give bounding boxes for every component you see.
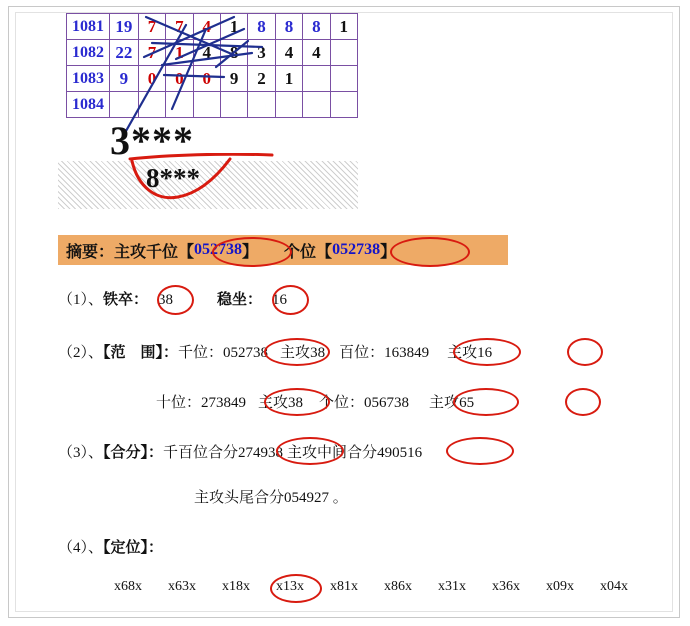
cell: 1 <box>166 40 193 66</box>
line-3-label-3: 个位： <box>319 395 365 411</box>
row-id: 1081 <box>67 14 110 40</box>
cell: 4 <box>303 40 330 66</box>
line-2-label-2: 主攻 <box>280 345 311 361</box>
line-2-value-4: 16 <box>477 345 493 361</box>
cell: 1 <box>275 66 302 92</box>
cell: 7 <box>138 14 165 40</box>
summary-part1-value: 052738 <box>194 241 243 258</box>
summary-part2-close: 】 <box>380 243 397 261</box>
cell: 8 <box>275 14 302 40</box>
line-2-title: 【范 围】： <box>103 345 179 361</box>
line-1-index: （1）、 <box>58 292 104 308</box>
cell: 0 <box>138 66 165 92</box>
summary-part2-value: 052738 <box>332 241 381 258</box>
line-4-value-1: 274938 <box>238 445 284 461</box>
summary-part1-label: 主攻千位【 <box>114 243 195 261</box>
code-item: x13x <box>276 579 304 594</box>
line-3-value-2: 38 <box>288 395 304 411</box>
code-item: x31x <box>438 579 466 594</box>
cell: 9 <box>220 66 247 92</box>
summary-part1-close: 】 <box>242 243 259 261</box>
document-page-frame <box>8 6 680 618</box>
cell: 22 <box>109 40 138 66</box>
cell: 1 <box>220 14 247 40</box>
summary-part2-label: 个位【 <box>284 243 333 261</box>
body-line-5: 主攻头尾合分054927 。 <box>194 490 348 506</box>
cell: 19 <box>109 14 138 40</box>
row-id: 1082 <box>67 40 110 66</box>
body-line-1 <box>58 288 287 309</box>
footer-code-list <box>114 579 654 595</box>
line-6-index: （4）、 <box>58 540 104 556</box>
line-4-label-2: 主攻中间合分 <box>287 445 378 461</box>
row-id: 1083 <box>67 66 110 92</box>
code-item: x18x <box>222 579 250 594</box>
code-item: x09x <box>546 579 574 594</box>
document-page <box>15 12 673 612</box>
cell: 7 <box>138 40 165 66</box>
line-4-index: （3）、 <box>58 445 104 461</box>
cell: 4 <box>193 14 220 40</box>
line-2-value-2: 38 <box>310 345 326 361</box>
line-2-label-4: 主攻 <box>447 345 478 361</box>
cell: 1 <box>330 14 357 40</box>
summary-bar <box>58 235 508 265</box>
code-item: x81x <box>330 579 358 594</box>
code-item: x04x <box>600 579 628 594</box>
line-4-value-2: 490516 <box>377 445 423 461</box>
line-1-value-1: 38 <box>158 292 174 308</box>
body-line-4 <box>58 441 422 462</box>
line-1-label-2: 稳坐： <box>217 292 263 308</box>
line-3-value-3: 056738 <box>364 395 410 411</box>
annotation-ellipse-baiwei-zhugong <box>567 338 603 366</box>
line-2-value-3: 163849 <box>384 345 430 361</box>
cell: 8 <box>248 14 275 40</box>
cell: 0 <box>166 66 193 92</box>
lottery-chart-region <box>58 13 358 209</box>
code-item: x68x <box>114 579 142 594</box>
cell: 2 <box>248 66 275 92</box>
annotation-ellipse-zhongjian-hefen <box>446 437 514 465</box>
body-line-2 <box>58 341 492 362</box>
cell: 8 <box>303 14 330 40</box>
big-number-primary: 3*** <box>110 118 194 163</box>
line-2-label-1: 千位： <box>178 345 224 361</box>
big-number-secondary: 8*** <box>146 163 200 193</box>
code-item: x36x <box>492 579 520 594</box>
annotation-ellipse-gewei-zhugong <box>565 388 601 416</box>
body-line-6 <box>58 536 163 557</box>
code-item: x63x <box>168 579 196 594</box>
cell: 7 <box>166 14 193 40</box>
line-2-index: （2）、 <box>58 345 104 361</box>
row-id: 1084 <box>67 92 110 118</box>
line-3-value-4: 65 <box>459 395 475 411</box>
line-1-value-2: 16 <box>272 292 288 308</box>
line-4-title: 【合分】： <box>103 445 164 461</box>
line-2-value-1: 052738 <box>223 345 269 361</box>
line-6-title: 【定位】： <box>103 540 164 556</box>
cell: 9 <box>109 66 138 92</box>
line-3-label-1: 十位： <box>156 395 202 411</box>
line-3-label-4: 主攻 <box>429 395 460 411</box>
line-3-label-2: 主攻 <box>258 395 289 411</box>
cell: 8 <box>220 40 247 66</box>
code-item: x86x <box>384 579 412 594</box>
body-line-3 <box>156 391 474 412</box>
line-3-value-1: 273849 <box>201 395 247 411</box>
handdrawn-swoosh-annotation <box>126 153 276 203</box>
line-4-label-1: 千百位合分 <box>163 445 239 461</box>
cell: 3 <box>248 40 275 66</box>
cell: 4 <box>193 40 220 66</box>
line-2-label-3: 百位： <box>339 345 385 361</box>
line-1-label-1: 铁卒： <box>103 292 149 308</box>
cell: 0 <box>193 66 220 92</box>
cell: 4 <box>275 40 302 66</box>
summary-label: 摘要： <box>66 243 115 261</box>
